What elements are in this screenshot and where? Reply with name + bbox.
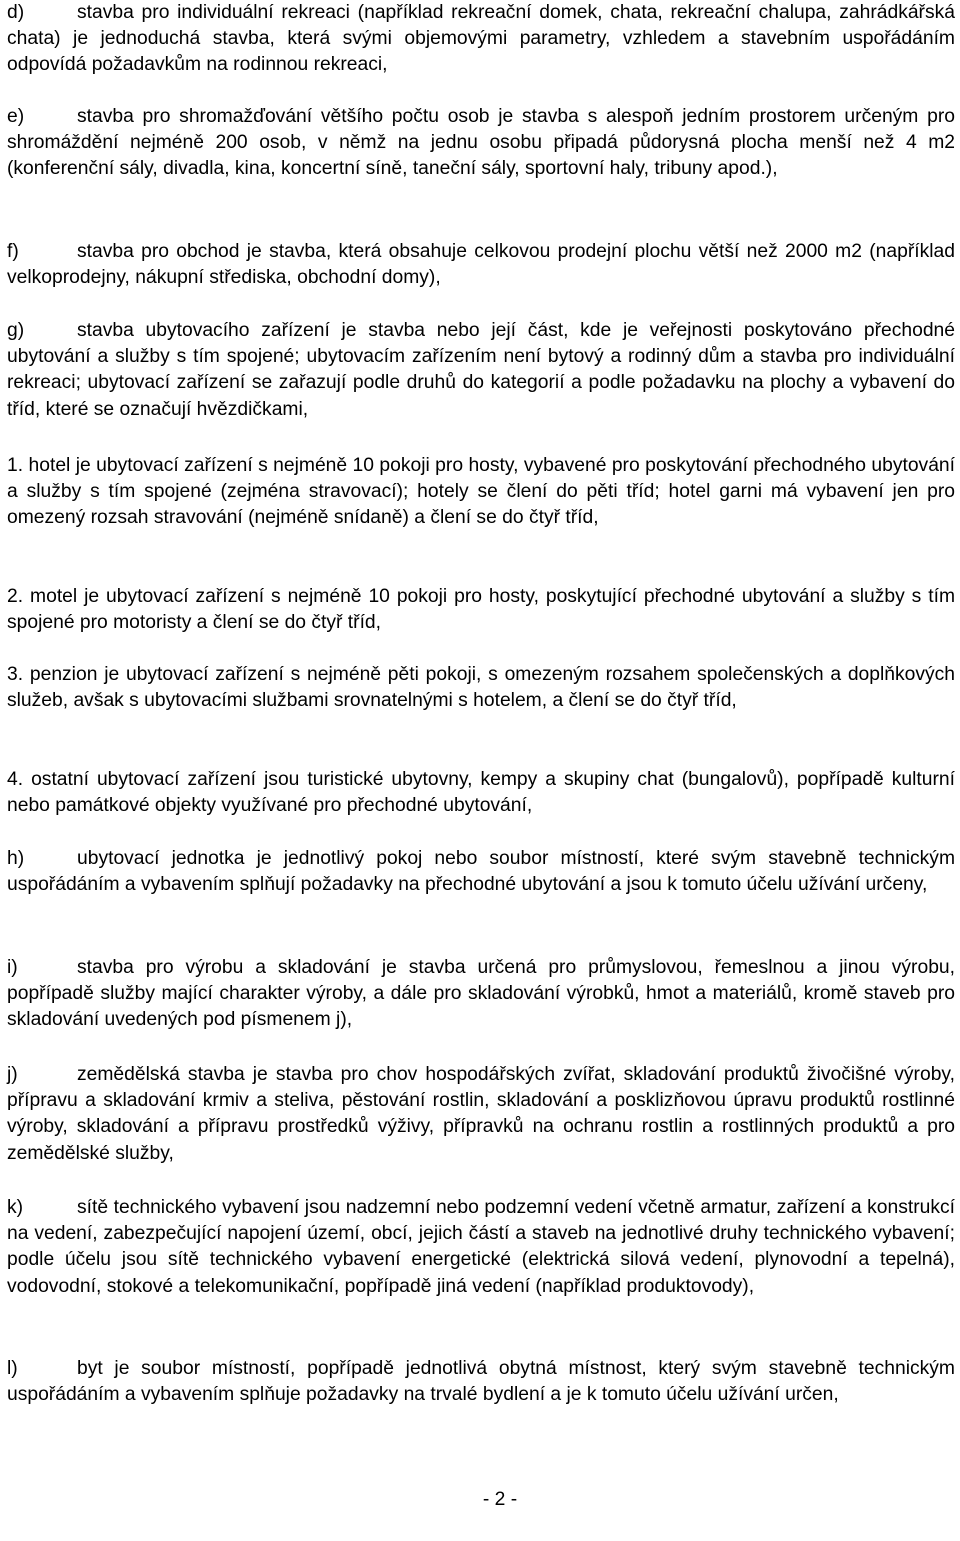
- paragraph-text: ostatní ubytovací zařízení jsou turistické ubytovny, kempy a skupiny chat (bungalovů), popřípadě kulturní nebo památkové objekty využívané pro přechodné ubytování,: [7, 769, 955, 817]
- page-number: - 2 -: [482, 1489, 518, 1510]
- paragraph-g3: [7, 662, 955, 714]
- paragraph-d: [7, 0, 955, 79]
- paragraph-marker: 2.: [7, 586, 24, 607]
- paragraph-l: [7, 1356, 955, 1408]
- paragraph-g: [7, 318, 955, 423]
- paragraph-text: hotel je ubytovací zařízení s nejméně 10 pokoji pro hosty, vybavené pro poskytování přechodného ubytování a služby s tím spojené (zejména stravovací); hotely se člení do pěti tříd; hotel garni má vybavení jen pro omezený rozsah stravování (nejméně snídaně) a člení se do čtyř tříd,: [7, 455, 956, 529]
- paragraph-marker: 4.: [7, 769, 24, 790]
- paragraph-i: [7, 955, 955, 1034]
- paragraph-g2: [7, 584, 955, 636]
- paragraph-text: sítě technického vybavení jsou nadzemní nebo podzemní vedení včetně armatur, zařízení a konstrukcí na vedení, zabezpečující napojení území, obcí, jejich částí a staveb na jednotlivé druhy technického vybavení; podle účelu jsou sítě technického vybavení energetické (elektrická silová vedení, plynovodní a tepelná), vodovodní, stokové a telekomunikační, popřípadě jiná vedení (například produktovody),: [7, 1197, 955, 1297]
- paragraph-marker: l): [7, 1358, 18, 1379]
- paragraph-g1: [7, 453, 955, 532]
- paragraph-marker: e): [7, 106, 25, 127]
- paragraph-text: motel je ubytovací zařízení s nejméně 10 pokoji pro hosty, poskytující přechodné ubytování a služby s tím spojené pro motoristy a člení se do čtyř tříd,: [7, 586, 956, 634]
- paragraph-marker: j): [7, 1064, 18, 1085]
- paragraph-g4: [7, 767, 955, 819]
- paragraph-text: penzion je ubytovací zařízení s nejméně pěti pokoji, s omezeným rozsahem společenských a doplňkových služeb, avšak s ubytovacími službami srovnatelnými s hotelem, a člení se do čtyř tříd,: [7, 664, 956, 712]
- paragraph-marker: 1.: [7, 455, 24, 476]
- paragraph-marker: h): [7, 848, 25, 869]
- paragraph-text: ubytovací jednotka je jednotlivý pokoj nebo soubor místností, které svým stavebně technickým uspořádáním a vybavením splňují požadavky na přechodné ubytování a jsou k tomuto účelu užívání určeny,: [7, 848, 955, 896]
- paragraph-e: [7, 104, 955, 183]
- paragraph-text: zemědělská stavba je stavba pro chov hospodářských zvířat, skladování produktů živočišné výroby, přípravu a skladování krmiv a steliva, pěstování rostlin, skladování a posklizňovou úpravu produktů rostlinné výroby, skladování a přípravu prostředků výživy, přípravků na ochranu rostlin a rostlinných produktů a pro zemědělské služby,: [7, 1064, 955, 1164]
- paragraph-text: stavba ubytovacího zařízení je stavba nebo její část, kde je veřejnosti poskytováno přechodné ubytování a služby s tím spojené; ubytovacím zařízením není bytový a rodinný dům a stavba pro individuální rekreaci; ubytovací zařízení se zařazují podle druhů do kategorií a podle požadavku na plochy a vybavení do tříd, které se označují hvězdičkami,: [7, 320, 955, 420]
- paragraph-h: [7, 846, 955, 898]
- paragraph-k: [7, 1195, 955, 1300]
- paragraph-text: stavba pro individuální rekreaci (například rekreační domek, chata, rekreační chalupa, zahrádkářská chata) je jednoduchá stavba, která svými objemovými parametry, vzhledem a stavebním uspořádáním odpovídá požadavkům na rodinnou rekreaci,: [7, 2, 955, 76]
- paragraph-marker: k): [7, 1197, 24, 1218]
- paragraph-j: [7, 1062, 955, 1167]
- paragraph-marker: f): [7, 241, 19, 262]
- paragraph-text: stavba pro obchod je stavba, která obsahuje celkovou prodejní plochu větší než 2000 m2 (například velkoprodejny, nákupní střediska, obchodní domy),: [7, 241, 955, 289]
- paragraph-marker: i): [7, 957, 18, 978]
- paragraph-marker: d): [7, 2, 25, 23]
- paragraph-text: stavba pro shromažďování většího počtu osob je stavba s alespoň jedním prostorem určeným pro shromáždění nejméně 200 osob, v němž na jednu osobu připadá půdorysná plocha menší než 4 m2 (konferenční sály, divadla, kina, koncertní síně, taneční sály, sportovní haly, tribuny apod.),: [7, 106, 955, 180]
- paragraph-f: [7, 239, 955, 291]
- paragraph-marker: 3.: [7, 664, 24, 685]
- paragraph-marker: g): [7, 320, 25, 341]
- paragraph-text: stavba pro výrobu a skladování je stavba určená pro průmyslovou, řemeslnou a jinou výrobu, popřípadě služby mající charakter výroby, a dále pro skladování výrobků, hmot a materiálů, kromě staveb pro skladování uvedených pod písmenem j),: [7, 957, 955, 1031]
- paragraph-text: byt je soubor místností, popřípadě jednotlivá obytná místnost, který svým stavebně technickým uspořádáním a vybavením splňuje požadavky na trvalé bydlení a je k tomuto účelu užívání určen,: [7, 1358, 955, 1406]
